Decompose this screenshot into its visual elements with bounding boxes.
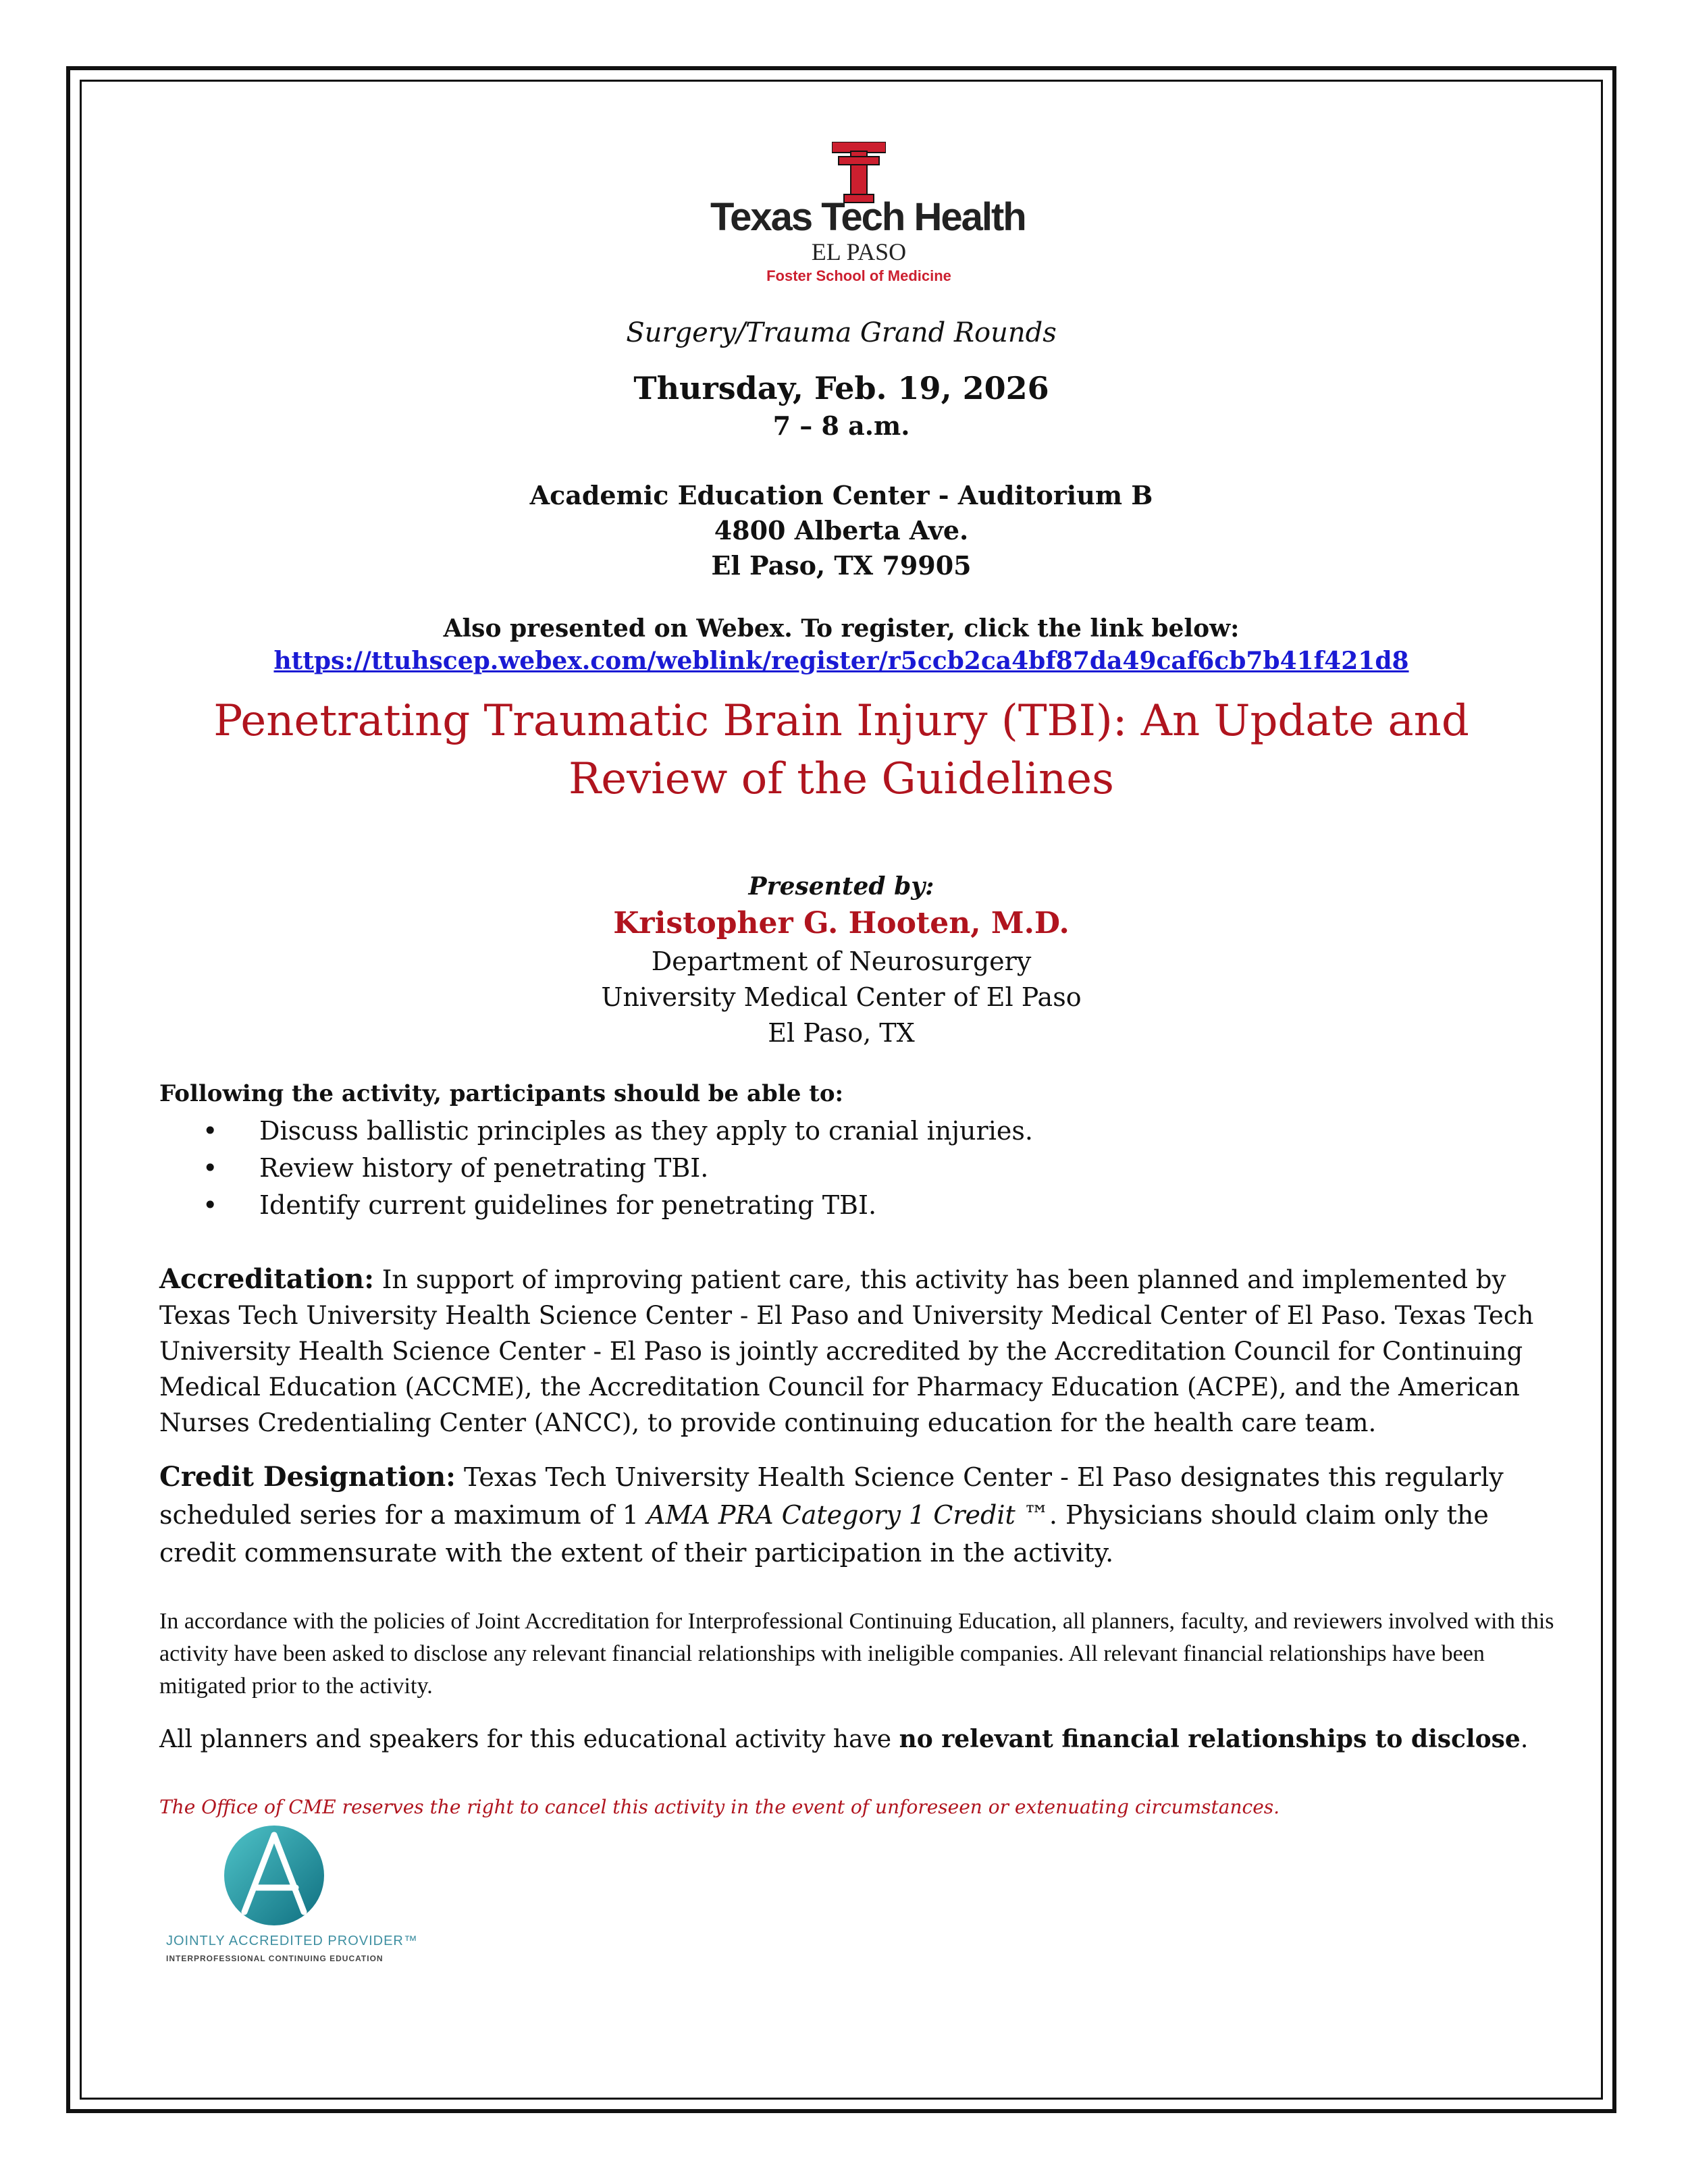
talk-title-line: Review of the Guidelines xyxy=(569,754,1114,804)
list-item: • Discuss ballistic principles as they apply to cranial injuries. xyxy=(203,1113,1033,1150)
accreditation-text: In support of improving patient care, this activity has been planned and implemented by Texas Tech University Health Science Center - El Paso and University Medical Center of El Paso. Texas Tech University Health Science Center - El Paso is jointly accredited by the Accreditation Council for Continuing Medical Education (ACCME), the Accreditation Council for Pharmacy Education (ACPE), and the American Nurses Credentialing Center (ANCC), to provide continuing education for the health care team. xyxy=(159,1265,1534,1437)
credit-text-after: . Physicians should claim only the credit commensurate with the extent of their participation in the activity. xyxy=(159,1500,1489,1568)
objectives-heading: Following the activity, participants should be able to: xyxy=(159,1080,844,1107)
objectives-list xyxy=(203,1113,1033,1224)
cme-notice: The Office of CME reserves the right to cancel this activity in the event of unforeseen or extenuating circumstances. xyxy=(159,1796,1280,1818)
credit-name: AMA PRA Category 1 Credit ™ xyxy=(647,1500,1049,1530)
accreditation-label: Accreditation: xyxy=(159,1263,375,1295)
venue-line: El Paso, TX 79905 xyxy=(711,550,972,581)
disclosure-text-after: . xyxy=(1520,1726,1529,1753)
jap-circle-icon xyxy=(220,1823,328,1931)
jointly-accredited-provider-logo xyxy=(159,1823,418,1978)
venue xyxy=(80,478,1603,583)
venue-line: 4800 Alberta Ave. xyxy=(714,515,969,545)
series-name: Surgery/Trauma Grand Rounds xyxy=(626,317,1057,348)
disclosure-paragraph xyxy=(159,1722,1557,1757)
disclosure-bold: no relevant financial relationships to disclose xyxy=(899,1725,1521,1753)
speaker-affiliation xyxy=(80,944,1603,1051)
venue-line: Academic Education Center - Auditorium B xyxy=(529,480,1153,510)
list-item: • Review history of penetrating TBI. xyxy=(203,1150,1033,1187)
event-time: 7 – 8 a.m. xyxy=(772,410,910,441)
logo-subtitle: EL PASO xyxy=(811,238,907,265)
event-date: Thursday, Feb. 19, 2026 xyxy=(633,370,1049,406)
affiliation-line: Department of Neurosurgery xyxy=(651,947,1032,976)
credit-designation-paragraph xyxy=(159,1458,1557,1572)
list-item: • Identify current guidelines for penetrating TBI. xyxy=(203,1187,1033,1224)
affiliation-line: University Medical Center of El Paso xyxy=(601,982,1082,1012)
jap-logo-line2: INTERPROFESSIONAL CONTINUING EDUCATION xyxy=(166,1954,384,1963)
presented-by-label: Presented by: xyxy=(748,872,934,901)
talk-title xyxy=(80,692,1603,808)
texas-tech-logo xyxy=(710,108,1026,311)
credit-label: Credit Designation: xyxy=(159,1461,456,1493)
webex-note: Also presented on Webex. To register, click the link below: xyxy=(443,614,1240,643)
jap-logo-line1: JOINTLY ACCREDITED PROVIDER™ xyxy=(166,1934,418,1948)
webex-register-link[interactable]: https://ttuhscep.webex.com/weblink/register/r5ccb2ca4bf87da49caf6cb7b41f421d8 xyxy=(273,647,1409,675)
affiliation-line: El Paso, TX xyxy=(768,1018,915,1048)
logo-school: Foster School of Medicine xyxy=(766,267,951,284)
joint-accreditation-paragraph: In accordance with the policies of Joint Accreditation for Interprofessional Continuing Education, all planners, faculty, and reviewers involved with this activity have been asked to disclose any relevant financial relationships with ineligible companies. All relevant financial relationships have been mitigated prior to the activity. xyxy=(159,1609,1554,1699)
accreditation-paragraph xyxy=(159,1261,1557,1441)
credit-text-before: Texas Tech University Health Science Center - El Paso designates this regularly scheduled series for a maximum of 1 xyxy=(159,1462,1504,1530)
disclosure-text-before: All planners and speakers for this educational activity have xyxy=(159,1726,899,1753)
speaker-name: Kristopher G. Hooten, M.D. xyxy=(613,906,1070,940)
talk-title-line: Penetrating Traumatic Brain Injury (TBI): An Update and xyxy=(213,696,1469,746)
logo-title: Texas Tech Health xyxy=(710,195,1026,239)
